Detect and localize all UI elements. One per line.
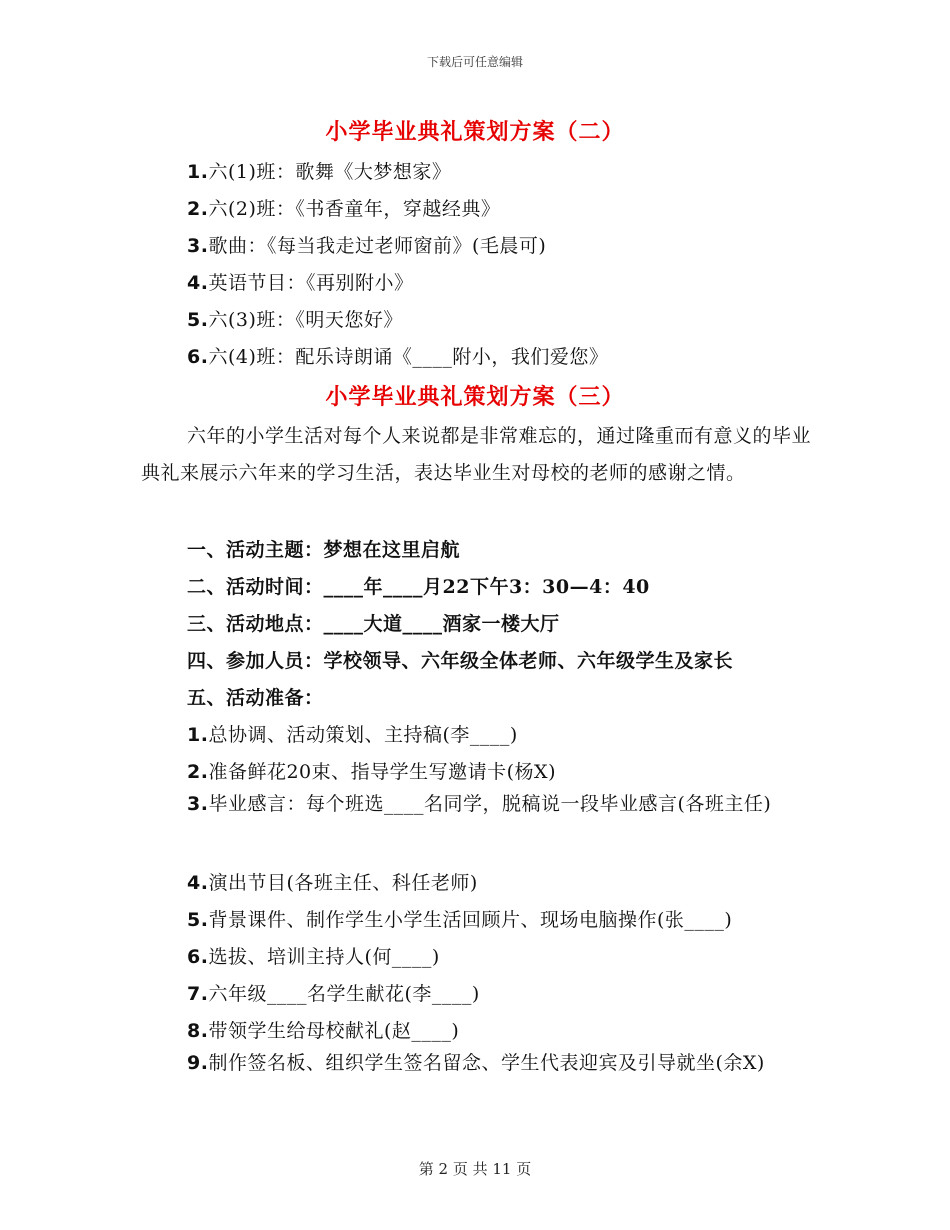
item-text: 演出节目(各班主任、科任老师) [208, 872, 478, 894]
item-number: 4. [187, 872, 209, 894]
item-number: 8. [187, 1020, 209, 1042]
item-number: 2. [187, 761, 209, 783]
list-item [141, 786, 811, 823]
page-header-note: 下载后可任意编辑 [426, 55, 523, 69]
item-number: 9. [187, 1052, 209, 1074]
item-number: 7. [187, 983, 209, 1005]
item-number: 3. [187, 793, 209, 815]
item-text: 六(4)班：配乐诗朗诵《____附小，我们爱您》 [208, 346, 609, 368]
item-text: 带领学生给母校献礼(赵____) [208, 1020, 460, 1042]
list-item [187, 231, 546, 258]
list-item [187, 868, 478, 895]
list-item [187, 1016, 459, 1043]
list-item [187, 720, 518, 747]
item-number: 5. [187, 309, 209, 331]
list-item [187, 305, 403, 332]
item-number: 5. [187, 909, 209, 931]
item-text: 总协调、活动策划、主持稿(李____) [208, 724, 518, 746]
item-text: 英语节目：《再别附小》 [208, 272, 414, 294]
item-number: 1. [187, 724, 209, 746]
item-text: 毕业感言：每个班选____名同学，脱稿说一段毕业感言(各班主任) [208, 793, 772, 815]
list-item [187, 342, 608, 369]
list-item [187, 905, 732, 932]
item-text: 六(1)班：歌舞《大梦想家》 [208, 161, 452, 183]
item-text: 背景课件、制作学生小学生活回顾片、现场电脑操作(张____) [208, 909, 733, 931]
list-item [187, 157, 451, 184]
item-text: 六(2)班：《书香童年，穿越经典》 [208, 198, 501, 220]
heading-preparation: 五、活动准备： [187, 687, 324, 709]
item-number: 6. [187, 946, 209, 968]
section3-title: 小学毕业典礼策划方案（三） [325, 384, 625, 410]
item-number: 4. [187, 272, 209, 294]
list-item [187, 194, 500, 221]
list-item [187, 268, 413, 295]
heading-place: 三、活动地点：____大道____酒家一楼大厅 [187, 613, 560, 635]
page-number-footer: 第 2 页 共 11 页 [418, 1160, 532, 1178]
list-item [187, 757, 556, 784]
item-number: 1. [187, 161, 209, 183]
intro-paragraph: 六年的小学生活对每个人来说都是非常难忘的，通过隆重而有意义的毕业典礼来展示六年来的学习生活，表达毕业生对母校的老师的感谢之情。 [141, 425, 812, 484]
item-text: 选拔、培训主持人(何____) [208, 946, 440, 968]
item-text: 制作签名板、组织学生签名留念、学生代表迎宾及引导就坐(余X) [208, 1052, 765, 1074]
item-number: 3. [187, 235, 209, 257]
item-text: 准备鲜花20束、指导学生写邀请卡(杨X) [208, 761, 556, 783]
item-text: 歌曲：《每当我走过老师窗前》(毛晨可) [208, 235, 547, 257]
heading-theme: 一、活动主题：梦想在这里启航 [187, 539, 461, 561]
list-item [187, 979, 480, 1006]
section2-title: 小学毕业典礼策划方案（二） [325, 119, 625, 145]
heading-participants: 四、参加人员：学校领导、六年级全体老师、六年级学生及家长 [187, 650, 734, 672]
item-text: 六(3)班：《明天您好》 [208, 309, 403, 331]
list-item [141, 1045, 811, 1082]
heading-time: 二、活动时间：____年____月22下午3：30—4：40 [187, 576, 650, 598]
item-text: 六年级____名学生献花(李____) [208, 983, 480, 1005]
item-number: 2. [187, 198, 209, 220]
item-number: 6. [187, 346, 209, 368]
list-item [187, 942, 440, 969]
